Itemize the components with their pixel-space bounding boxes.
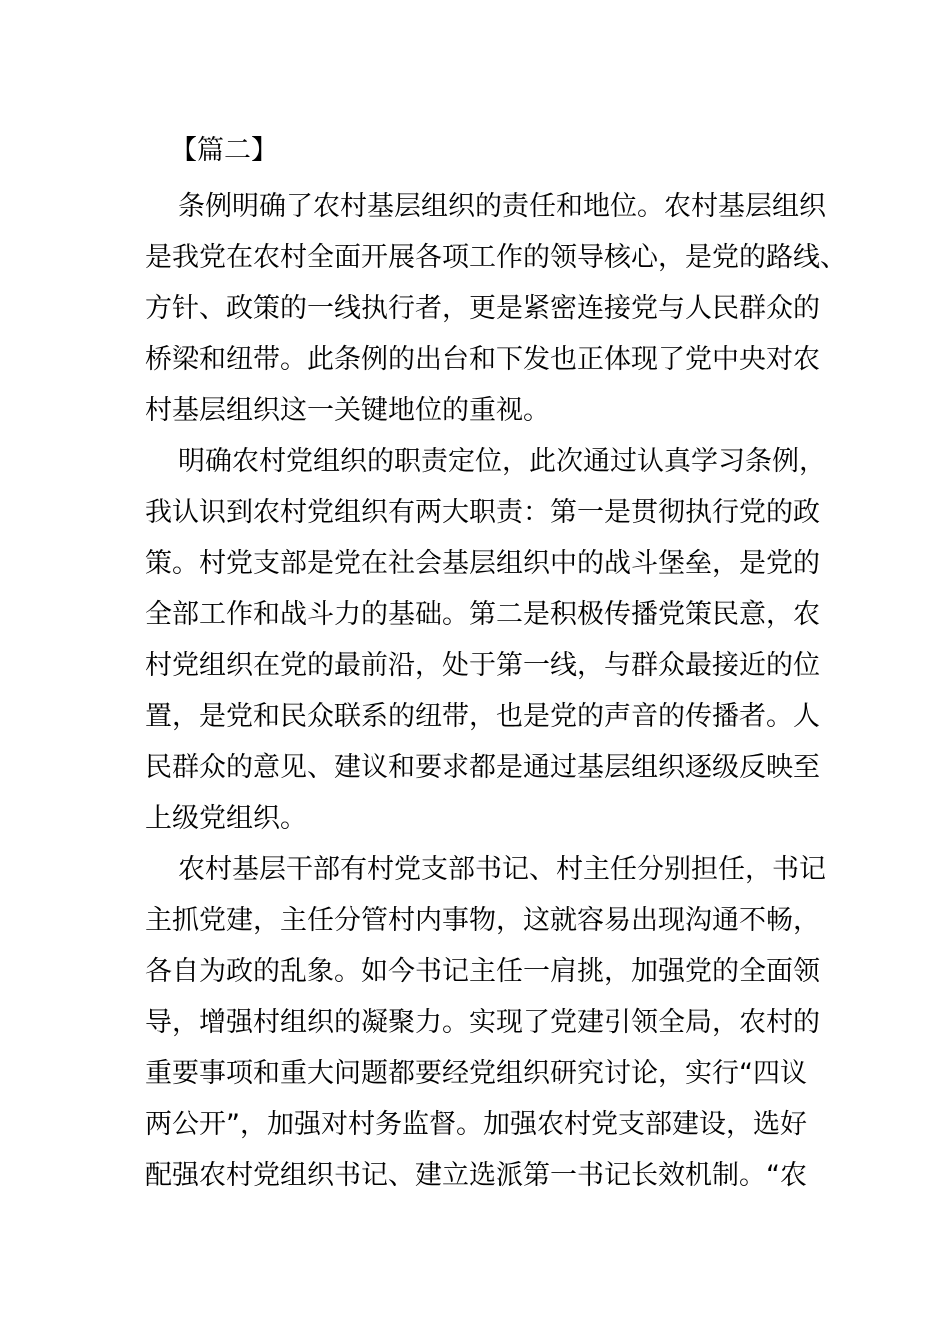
paragraph-line: 置，是党和民众联系的纽带，也是党的声音的传播者。人 xyxy=(145,701,820,732)
paragraph-line: 农村基层干部有村党支部书记、村主任分别担任，书记 xyxy=(178,854,826,885)
paragraph-line: 方针、政策的一线执行者，更是紧密连接党与人民群众的 xyxy=(145,293,820,324)
paragraph-line: 村基层组织这一关键地位的重视。 xyxy=(145,395,550,426)
paragraph-line: 全部工作和战斗力的基础。第二是积极传播党策民意，农 xyxy=(145,599,820,630)
paragraph-line: 重要事项和重大问题都要经党组织研究讨论，实行“四议 xyxy=(145,1058,807,1089)
paragraph-line: 各自为政的乱象。如今书记主任一肩挑，加强党的全面领 xyxy=(145,956,820,987)
paragraph-1 xyxy=(145,181,847,436)
paragraph-line: 主抓党建，主任分管村内事物，这就容易出现沟通不畅， xyxy=(145,905,820,936)
paragraph-line: 导，增强村组织的凝聚力。实现了党建引领全局，农村的 xyxy=(145,1007,820,1038)
paragraph-line: 村党组织在党的最前沿，处于第一线，与群众最接近的位 xyxy=(145,650,820,681)
paragraph-line: 配强农村党组织书记、建立选派第一书记长效机制。“农 xyxy=(145,1160,807,1191)
paragraph-line: 是我党在农村全面开展各项工作的领导核心，是党的路线、 xyxy=(145,242,847,273)
paragraph-line: 民群众的意见、建议和要求都是通过基层组织逐级反映至 xyxy=(145,752,820,783)
paragraph-line: 策。村党支部是党在社会基层组织中的战斗堡垒，是党的 xyxy=(145,548,820,579)
paragraph-line: 明确农村党组织的职责定位，此次通过认真学习条例， xyxy=(178,446,826,477)
section-heading: 【篇二】 xyxy=(170,135,278,166)
paragraph-line: 我认识到农村党组织有两大职责：第一是贯彻执行党的政 xyxy=(145,497,820,528)
paragraph-3 xyxy=(145,844,826,1201)
paragraph-line: 桥梁和纽带。此条例的出台和下发也正体现了党中央对农 xyxy=(145,344,820,375)
paragraph-line: 上级党组织。 xyxy=(145,803,307,834)
paragraph-line: 两公开”，加强对村务监督。加强农村党支部建设，选好 xyxy=(145,1109,807,1140)
paragraph-line: 条例明确了农村基层组织的责任和地位。农村基层组织 xyxy=(178,191,826,222)
paragraph-2 xyxy=(145,436,826,844)
